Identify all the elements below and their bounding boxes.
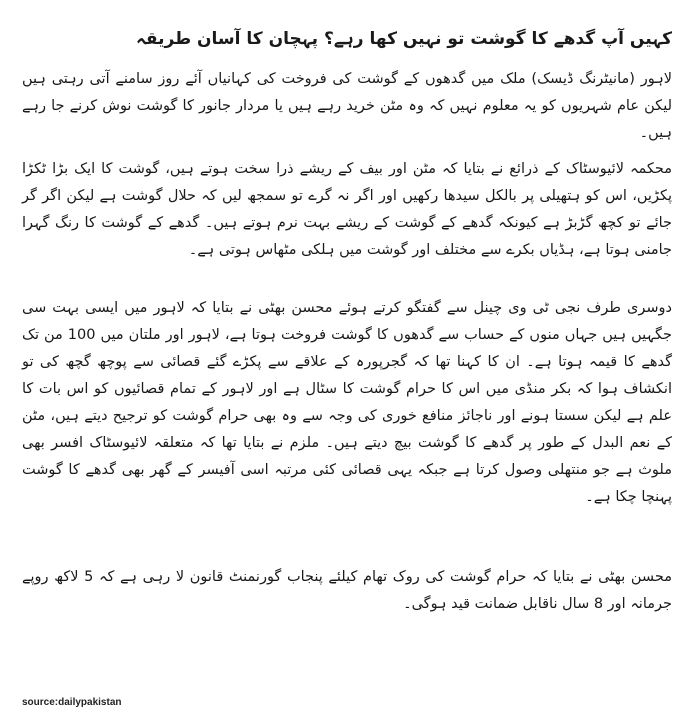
article-headline: کہیں آپ گدھے کا گوشت تو نہیں کھا رہے؟ پہچان کا آسان طریقہ — [135, 29, 672, 49]
article-paragraph: محسن بھٹی نے بتایا کہ حرام گوشت کی روک تھام کیلئے پنجاب گورنمنٹ قانون لا رہی ہے کہ 5 لاکھ روپے جرمانہ اور 8 سال ناقابل ضمانت قید ہوگی۔ — [22, 569, 672, 612]
source-credit: source:dailypakistan — [22, 697, 122, 708]
article-paragraph: دوسری طرف نجی ٹی وی چینل سے گفتگو کرتے ہوئے محسن بھٹی نے بتایا کہ لاہور میں ایسی بہت سی جگہیں ہیں جہاں منوں کے حساب سے گدھوں کا گوشت فروخت ہوتا ہے، لاہور اور ملتان میں 100 من تک گدھے کا قیمہ ہوتا ہے۔ ان کا کہنا تھا کہ گجرپورہ کے علاقے سے پکڑے گئے قصائی سے پوچھ گچھ کی تو انکشاف ہوا کہ بکر منڈی میں اس کا حرام گوشت کا سٹال ہے اور لاہور کے تمام قصائیوں کو اس بات کا علم ہے لیکن سستا ہونے اور ناجائز منافع خوری کی وجہ سے وہ بھی حرام گوشت کو ترجیح دیتے ہیں، مٹن کے نعم البدل کے طور پر گدھے کا گوشت بیچ دیتے ہیں۔ ملزم نے بتایا تھا کہ متعلقہ لائیوسٹاک افسر بھی ملوث ہے جو منتھلی وصول کرتا ہے جبکہ یہی قصائی کئی مرتبہ اسی آفیسر کے گھر بھی گدھے کا گوشت پہنچا چکا ہے۔ — [22, 300, 672, 505]
article-paragraph: محکمہ لائیوسٹاک کے ذرائع نے بتایا کہ مٹن اور بیف کے ریشے ذرا سخت ہوتے ہیں، گوشت کا ایک بڑا ٹکڑا پکڑیں، اس کو ہتھیلی پر بالکل سیدھا رکھیں اور اگر نہ گرے تو سمجھ لیں کہ حلال گوشت ہے لیکن اگر گر جائے تو کچھ گڑبڑ ہے کیونکہ گدھے کے گوشت کے ریشے بہت نرم ہوتے ہیں۔ گدھے کے گوشت کا رنگ گہرا جامنی ہوتا ہے، ہڈیاں بکرے سے مختلف اور گوشت میں ہلکی مٹھاس ہوتی ہے۔ — [22, 161, 672, 258]
article-paragraph: لاہور (مانیٹرنگ ڈیسک) ملک میں گدھوں کے گوشت کی فروخت کی کہانیاں آئے روز سامنے آتی رہتی ہیں لیکن عام شہریوں کو یہ معلوم نہیں کہ وہ مٹن خرید رہے ہیں یا مردار جانور کا گوشت نوش کرنے جا رہے ہیں۔ — [22, 71, 672, 141]
